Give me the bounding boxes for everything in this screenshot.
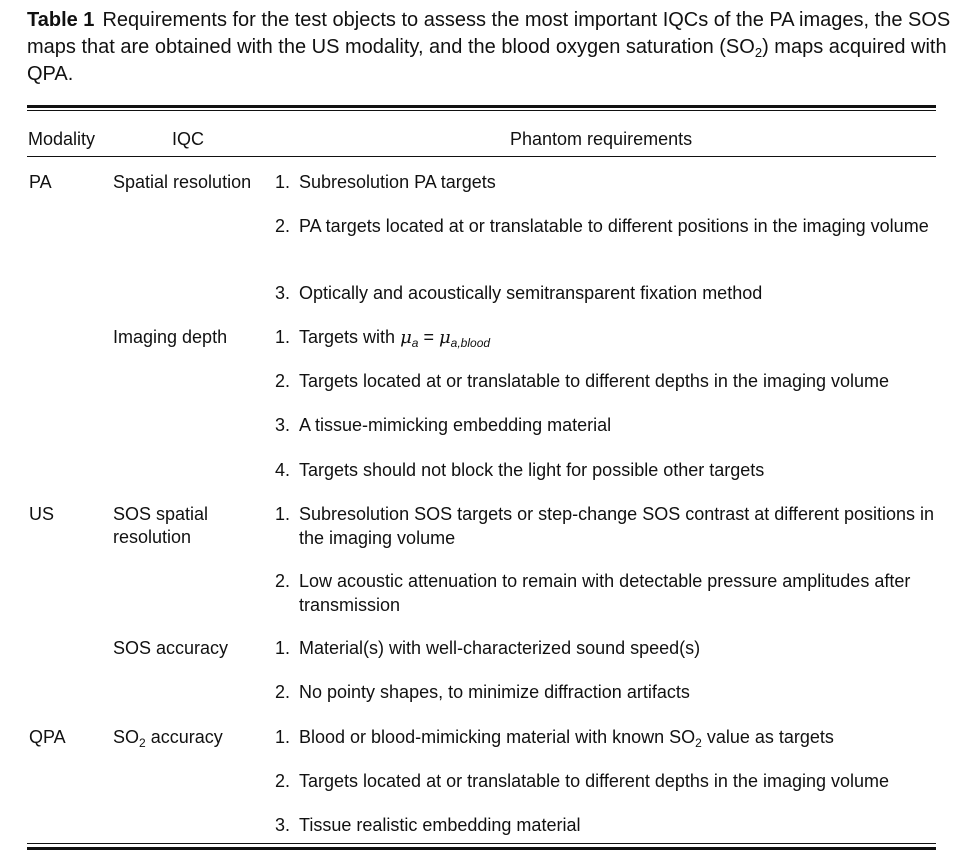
req-text-with-formula bbox=[299, 325, 939, 350]
modality-qpa: QPA bbox=[29, 727, 66, 747]
req-number: 1. bbox=[275, 327, 291, 347]
req-number: 2. bbox=[275, 771, 291, 791]
req-text: Material(s) with well-characterized sound speed(s) bbox=[299, 638, 701, 658]
bottom-rule-thin bbox=[27, 843, 936, 844]
req-text: Targets should not block the light for possible other targets bbox=[299, 460, 765, 480]
req-number: 4. bbox=[275, 460, 291, 480]
iqc-spatial-resolution: Spatial resolution bbox=[113, 172, 252, 192]
header-rule bbox=[27, 156, 936, 157]
modality-pa: PA bbox=[29, 172, 52, 192]
caption-subscript: 2 bbox=[754, 45, 763, 60]
header-requirements: Phantom requirements bbox=[510, 129, 693, 149]
req-number: 3. bbox=[275, 283, 291, 303]
header-modality: Modality bbox=[28, 129, 96, 149]
iqc-sos-accuracy: SOS accuracy bbox=[113, 638, 229, 658]
top-rule-thick bbox=[27, 105, 936, 108]
req-text: Tissue realistic embedding material bbox=[299, 815, 581, 835]
req-number: 3. bbox=[275, 815, 291, 835]
req-text: Subresolution SOS targets or step-change SOS contrast at different positions in the imaging volume bbox=[299, 504, 935, 548]
iqc-sos-spatial-resolution-line2: resolution bbox=[113, 527, 192, 547]
req-number: 2. bbox=[275, 571, 291, 591]
table-caption bbox=[27, 7, 962, 88]
formula-mu-a-blood: $\mu_{a,blood}$ bbox=[438, 327, 491, 350]
req-text: Targets located at or translatable to different depths in the imaging volume bbox=[299, 771, 890, 791]
iqc-imaging-depth: Imaging depth bbox=[113, 327, 228, 347]
iqc-so2-accuracy: $SO_2$ accuracy bbox=[113, 727, 223, 750]
req-text: Subresolution PA targets bbox=[299, 172, 496, 192]
req-text: PA targets located at or translatable to different positions in the imaging volume bbox=[299, 216, 929, 236]
req-number: 1. bbox=[275, 172, 291, 192]
req-text: Blood or blood-mimicking material with known $SO_2$ value as targets bbox=[299, 727, 834, 750]
req-text: Targets with bbox=[299, 327, 396, 347]
header-iqc: IQC bbox=[172, 129, 205, 149]
formula-equals: = bbox=[418, 327, 439, 347]
top-rule-thin bbox=[27, 110, 936, 111]
req-number: 1. bbox=[275, 638, 291, 658]
req-text: No pointy shapes, to minimize diffraction artifacts bbox=[299, 682, 690, 702]
req-number: 3. bbox=[275, 415, 291, 435]
caption-text: Requirements for the test objects to assess the most important IQCs of the PA images, the SOS maps that are obtained with the US modality, and the blood oxygen saturation (SO bbox=[27, 9, 951, 58]
req-number: 2. bbox=[275, 371, 291, 391]
req-text: Targets located at or translatable to different depths in the imaging volume bbox=[299, 371, 890, 391]
req-number: 2. bbox=[275, 682, 291, 702]
bottom-rule-thick bbox=[27, 847, 936, 850]
iqc-sos-spatial-resolution-line1: SOS spatial bbox=[113, 504, 209, 524]
req-text: Low acoustic attenuation to remain with detectable pressure amplitudes after transmission bbox=[299, 571, 911, 615]
modality-us: US bbox=[29, 504, 55, 524]
caption-text-end: ) maps acquired with QPA. bbox=[27, 36, 947, 85]
formula-mu-a: $\mu_a$ bbox=[400, 327, 419, 350]
caption-label: Table 1 bbox=[27, 9, 95, 31]
req-text: A tissue-mimicking embedding material bbox=[299, 415, 612, 435]
req-number: 2. bbox=[275, 216, 291, 236]
req-number: 1. bbox=[275, 504, 291, 524]
req-number: 1. bbox=[275, 727, 291, 747]
req-text: Optically and acoustically semitransparent fixation method bbox=[299, 283, 763, 303]
